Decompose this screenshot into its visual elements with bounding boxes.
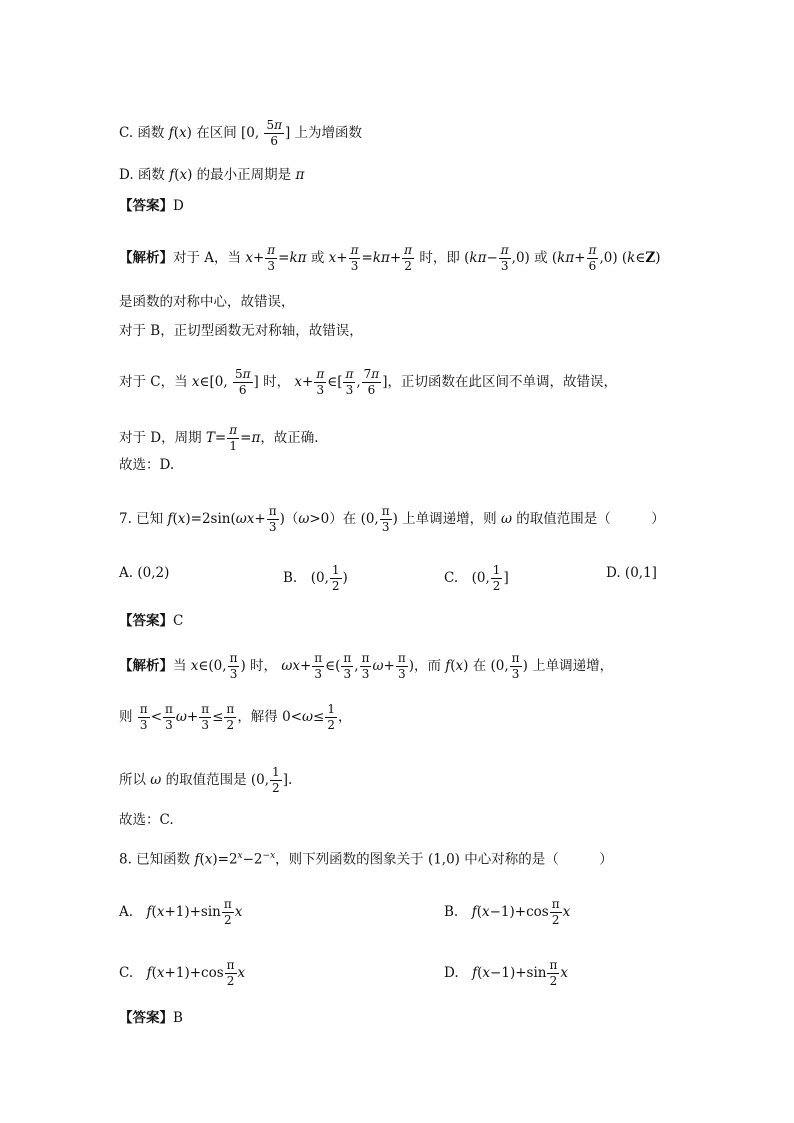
answer-label: 【答案】 — [119, 613, 173, 629]
q8-option-d[interactable]: D. f(x−1)+sin $\frac{\pi}{2}$ x — [444, 958, 568, 988]
question-8: 8. 已知函数 $f(x)=2^x-2^{-x}$，则下列函数的图象关于 (1,0) 中心对称的是（ ） — [119, 851, 613, 868]
question-7: 7. 已知 f(x)=2sin(ωx+ $\frac{\pi}{3}$ )（ω>0）在 (0, $\frac{\pi}{3}$ ) 上单调递增，则 ω 的取值范围是（ ） — [119, 504, 665, 534]
q8-option-b[interactable]: B. f(x−1)+cos $\frac{\pi}{2}$ x — [444, 897, 571, 927]
analysis-7-line-3: 所以 ω 的取值范围是 (0, $\frac{1}{2}$ ]. — [119, 765, 293, 795]
answer-7 — [119, 612, 183, 630]
q8-option-a[interactable]: A. f(x+1)+sin $\frac{\pi}{2}$ x — [119, 897, 243, 927]
option-c-prev: C. 函数 f(x) 在区间 [0, $\frac{5\pi}{6}$ ] 上为增函数 — [119, 118, 363, 148]
q7-option-a[interactable]: A. (0,2) — [119, 565, 170, 581]
answer-label: 【答案】 — [119, 198, 173, 214]
answer-8 — [119, 1009, 183, 1027]
q7-option-d[interactable]: D. (0,1] — [606, 565, 657, 581]
analysis-6-line-5: 对于 D，周期 T= $\frac{\pi}{1}$ =π，故正确. — [119, 423, 319, 453]
analysis-6-line-3: 对于 B，正切型函数无对称轴，故错误， — [119, 323, 363, 339]
analysis-6-line-6: 故选：D. — [119, 457, 175, 473]
answer-value: D — [173, 198, 184, 214]
answer-6 — [119, 197, 184, 215]
analysis-label: 【解析】 — [119, 658, 173, 674]
analysis-7-line-4: 故选：C. — [119, 812, 174, 828]
q7-option-b[interactable]: B. (0, $\frac{1}{2}$ ) — [283, 563, 348, 593]
answer-label: 【答案】 — [119, 1010, 173, 1026]
analysis-6-line-4: 对于 C，当 x∈[0, $\frac{5\pi}{6}$ ] 时， x+ $\frac{\pi}{3}$ ∈[ $\frac{\pi}{3}$ , $\frac{7\pi}{6}$ ]，正切函数在此区间不单调，故错误， — [119, 367, 617, 397]
analysis-7-line-2: 则 $\frac{\pi}{3}$ < $\frac{\pi}{3}$ ω+ $\frac{\pi}{3}$ ≤ $\frac{\pi}{2}$ ，解得 0<ω≤ $\frac{1}{2}$ ， — [119, 702, 352, 732]
answer-value: B — [173, 1010, 183, 1026]
analysis-7-line-1: 【解析】当 x∈(0, $\frac{\pi}{3}$ ) 时， ωx+ $\frac{\pi}{3}$ ∈( $\frac{\pi}{3}$ , $\frac{\pi}{3}$ ω+ $\frac{\pi}{3}$ )，而 f(x) 在 (0, $\frac{\pi}{3}$ ) 上单调递增， — [119, 651, 614, 681]
answer-value: C — [173, 613, 184, 629]
analysis-6-line-2: 是函数的对称中心，故错误， — [119, 294, 295, 310]
q7-option-c[interactable]: C. (0, $\frac{1}{2}$ ] — [444, 563, 509, 593]
analysis-6-line-1: 【解析】对于 A，当 x+ $\frac{\pi}{3}$ =kπ 或 x+ $\frac{\pi}{3}$ =kπ+ $\frac{\pi}{2}$ 时，即 (kπ− $\frac{\pi}{3}$ ,0) 或 (kπ+ $\frac{\pi}{6}$ ,0) (k∈Z) — [119, 243, 661, 273]
analysis-label: 【解析】 — [119, 250, 173, 266]
q8-option-c[interactable]: C. f(x+1)+cos $\frac{\pi}{2}$ x — [119, 958, 246, 988]
option-d-prev: D. 函数 f(x) 的最小正周期是 π — [119, 167, 305, 183]
